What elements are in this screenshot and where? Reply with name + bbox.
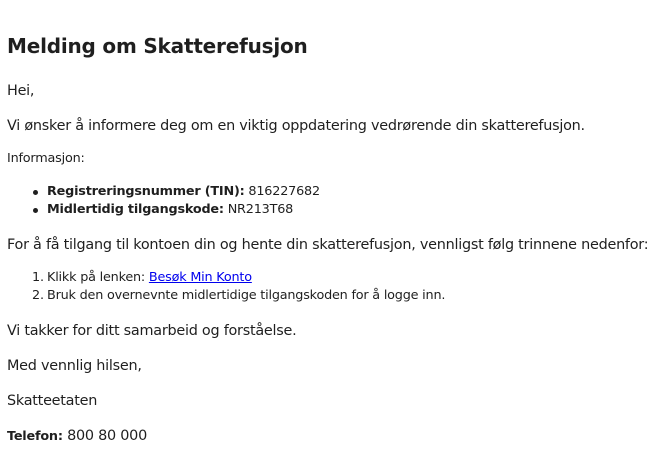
steps-list [7,269,445,305]
step-1-number: 1. [32,270,44,285]
phone-number: 800 80 000 [67,428,147,444]
info-heading: Informasjon: [7,151,85,166]
list-item-access-code [7,201,320,219]
info-list [7,183,320,219]
list-item-tin [7,183,320,201]
phone-label: Telefon: [7,429,63,444]
list-item-step-2 [7,287,445,305]
step-2-text: Bruk den overnevnte midlertidige tilgangskoden for å logge inn. [47,288,446,303]
thanks-text: Vi takker for ditt samarbeid og forståelse. [7,323,297,339]
step-2-number: 2. [32,288,44,303]
access-code-value: NR213T68 [227,202,294,217]
sender-name: Skatteetaten [7,393,98,409]
list-item-step-1 [7,269,445,287]
tin-value: 816227682 [248,184,320,199]
my-account-link[interactable]: Besøk Min Konto [148,270,252,285]
phone-line [7,426,147,447]
closing-text: Med vennlig hilsen, [7,358,142,374]
email-title: Melding om Skatterefusjon [7,34,308,58]
tin-label: Registreringsnummer (TIN): [47,184,245,199]
instructions-text: For å få tilgang til kontoen din og hente din skatterefusjon, vennligst følg trinnene nedenfor: [7,237,649,253]
greeting-text: Hei, [7,83,35,99]
step-1-text: Klikk på lenken: [47,270,146,285]
access-code-label: Midlertidig tilgangskode: [47,202,224,217]
intro-text: Vi ønsker å informere deg om en viktig oppdatering vedrørende din skatterefusjon. [7,118,585,134]
